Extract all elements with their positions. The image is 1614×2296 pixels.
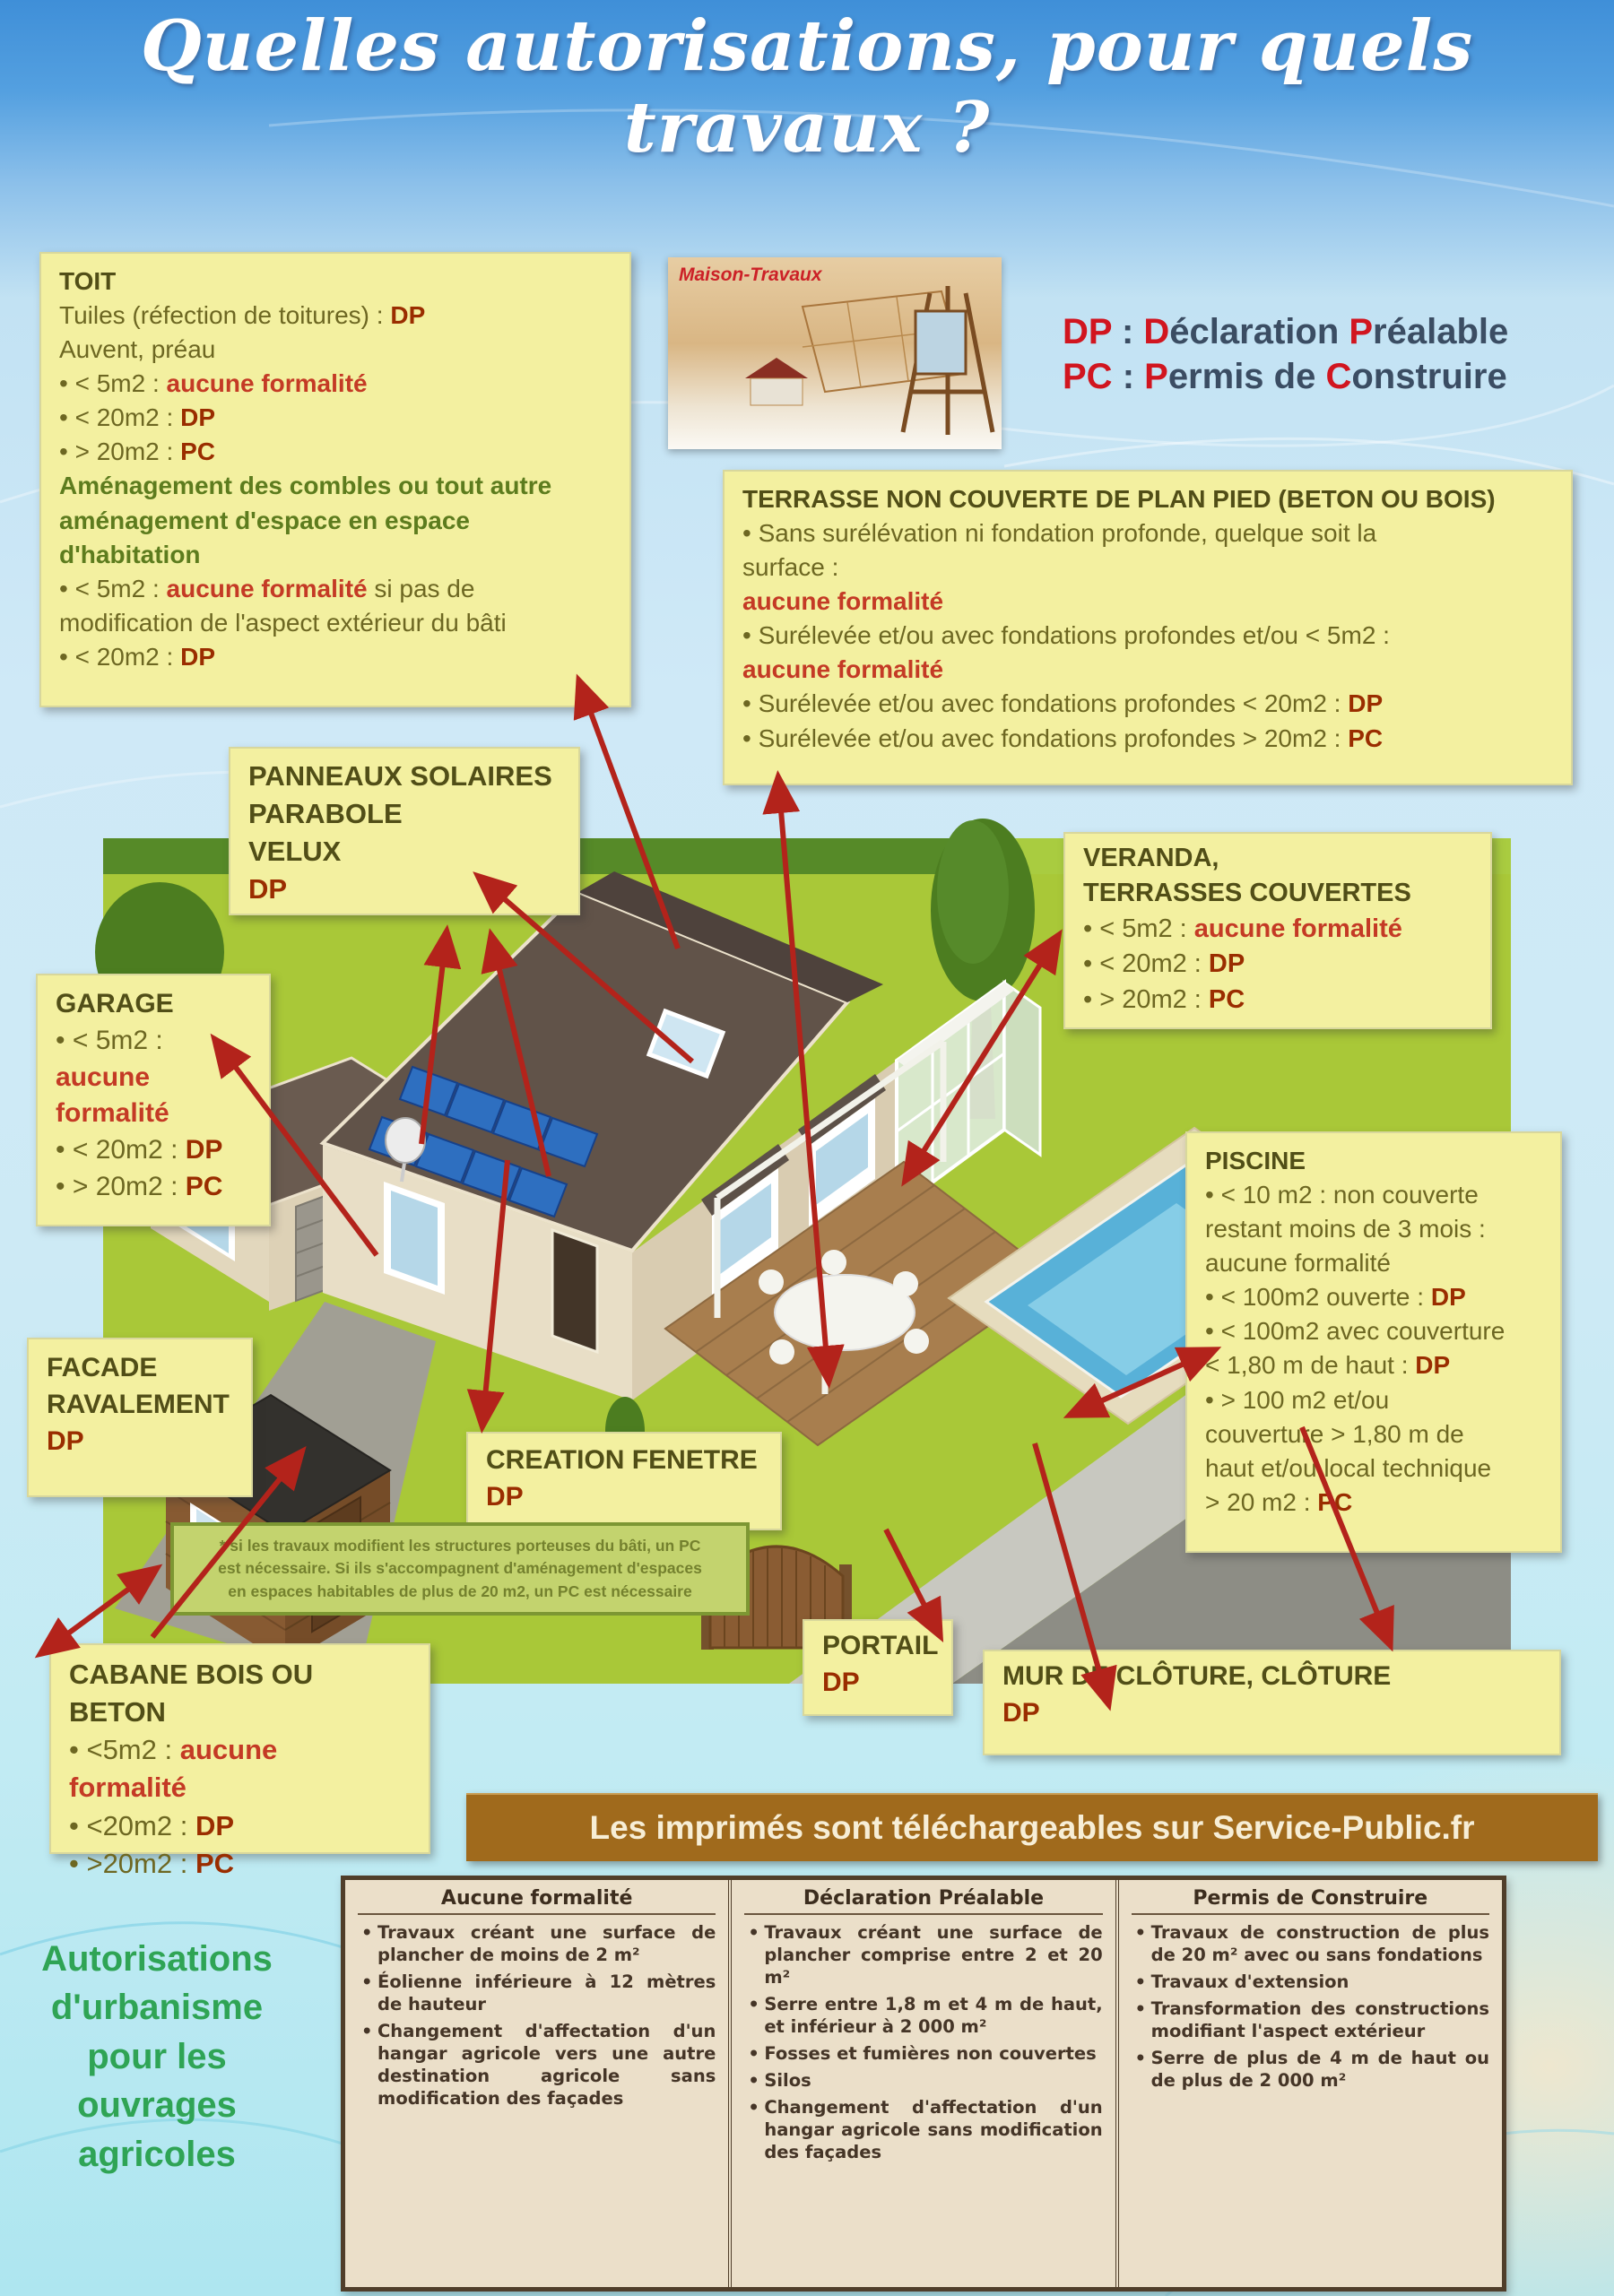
text-line [1205,1144,1542,1178]
text-segment: pour les [87,2036,227,2076]
text-segment: DP [1430,1283,1466,1312]
text-line [742,687,1553,721]
text-line [56,1132,251,1169]
text-line [185,1581,735,1603]
text-segment: • <5m2 : [69,1734,180,1766]
text-segment: • Surélevée et/ou avec fondations profondes et/ou < 5m2 : [742,621,1390,650]
text-segment: TERRASSE NON COUVERTE DE PLAN PIED (BETON OU BOIS) [742,485,1496,513]
maison-travaux-photo [668,257,1002,449]
text-line [822,1628,939,1665]
text-segment: est nécessaire. Si ils s'accompagnent d'aménagement d'espaces [218,1559,702,1578]
text-line [59,504,612,538]
text-segment: d'habitation [59,540,201,568]
text-line [1063,309,1508,354]
text-line [248,795,560,833]
table-header: Permis de Construire [1132,1887,1489,1915]
text-line [59,367,612,401]
text-segment: DP [185,1135,223,1165]
table-items [358,1922,716,2110]
callout-piscine [1185,1131,1562,1553]
text-segment: DP [180,403,215,432]
text-segment: DP [390,301,426,330]
text-segment: • < 20m2 : [59,403,181,432]
text-segment: restant moins de 3 mois : [1205,1215,1486,1243]
text-segment: DP [822,1667,860,1697]
text-segment: aucune formalité [166,369,368,398]
text-line [1205,1451,1542,1486]
text-line [1063,354,1508,399]
text-segment: PC [1063,357,1113,396]
text-line [248,833,560,871]
table-items [1132,1922,1489,2092]
text-segment: PC [195,1847,235,1879]
callout-garage [36,974,271,1226]
agri-title [0,1935,314,2179]
text-segment: • > 100 m2 et/ou [1205,1385,1390,1414]
table-header: Aucune formalité [358,1887,716,1915]
text-line [59,401,612,435]
text-segment: • > 20m2 : [59,438,181,466]
text-line [69,1769,411,1806]
text-segment: * si les travaux modifient les structures porteuses du bâti, un PC [219,1537,701,1555]
text-segment: • Sans surélévation ni fondation profonde, quelque soit la [742,519,1377,548]
text-segment: • < 5m2 : [56,1025,163,1055]
text-segment: • < 5m2 : [59,369,167,398]
text-segment: : [1112,357,1145,396]
text-line [59,299,612,333]
text-line [47,1350,233,1387]
text-line [0,2032,314,2081]
text-line [1083,947,1472,982]
text-segment: MUR DE CLÔTURE, CLÔTURE [1002,1661,1392,1691]
text-segment: aucune formalité [166,574,368,602]
callout-creation-fenetre [466,1432,782,1530]
list-item: • Changement d'affectation d'un hangar agricole sans modification des façades [744,2097,1102,2164]
list-item: • Serre de plus de 4 m de haut ou de plus de 2 000 m² [1132,2048,1489,2092]
text-segment: PC [1348,723,1384,752]
list-item: • Silos [744,2070,1102,2092]
text-line [1083,912,1472,947]
table-items [744,1922,1102,2164]
text-segment: • >20m2 : [69,1847,195,1879]
text-segment: modification de l'aspect extérieur du bâti [59,608,507,637]
text-segment: DP [1063,312,1112,351]
text-segment: • < 100m2 avec couverture [1205,1317,1506,1346]
text-line [0,2081,314,2129]
list-item: • Travaux créant une surface de plancher comprise entre 2 et 20 m² [744,1922,1102,1989]
list-item: • Serre entre 1,8 m et 4 m de haut, et inférieur à 2 000 m² [744,1994,1102,2039]
text-segment: CABANE BOIS OU BETON [69,1659,314,1728]
text-line [47,1424,233,1460]
text-line [742,653,1553,687]
list-item: • Fosses et fumières non couvertes [744,2043,1102,2066]
text-segment: • < 20m2 : [56,1135,186,1165]
text-line [1205,1178,1542,1212]
text-line [69,1807,411,1845]
callout-terrasse [723,470,1573,785]
text-segment: • > 20m2 : [56,1171,186,1201]
text-segment: PC [1317,1487,1353,1516]
text-segment: PANNEAUX SOLAIRES [248,760,552,792]
text-segment: • < 10 m2 : non couverte [1205,1181,1479,1209]
list-item: • Changement d'affectation d'un hangar agricole vers une autre destination agricole sans modification des façades [358,2021,716,2110]
text-line [1083,841,1472,876]
table-column-declaration-prealable [728,1880,1115,2287]
text-line [0,2130,314,2179]
text-line [1205,1383,1542,1417]
text-segment: ermis de [1167,357,1326,396]
text-line [56,1169,251,1206]
text-line [59,606,612,640]
table-column-permis-de-construire [1115,1880,1502,2287]
text-segment: C [1325,357,1352,396]
table-header: Déclaration Préalable [744,1887,1102,1915]
text-segment: formalité [56,1098,169,1129]
text-segment: • < 20m2 : [1083,949,1209,979]
list-item: • Transformation des constructions modifiant l'aspect extérieur [1132,1998,1489,2043]
text-segment: ouvrages [77,2085,237,2126]
text-line [742,619,1553,653]
text-line [56,1060,251,1096]
text-segment: TERRASSES COUVERTES [1083,879,1411,908]
text-segment: PORTAIL [822,1631,939,1660]
text-line [59,333,612,367]
callout-mur-cloture [983,1650,1561,1755]
text-line [1205,1486,1542,1520]
text-line [1205,1348,1542,1382]
text-segment: • Surélevée et/ou avec fondations profondes < 20m2 : [742,689,1349,718]
text-segment: : [1111,312,1144,351]
text-line [742,516,1553,550]
footnote [170,1522,750,1616]
text-segment: Tuiles (réfection de toitures) : [59,301,391,330]
text-line [185,1557,735,1580]
text-line [1205,1280,1542,1314]
text-segment: aucune formalité [1193,914,1402,943]
text-segment: • > 20m2 : [1083,984,1209,1014]
text-segment: VELUX [248,836,342,868]
text-segment: DP [195,1809,235,1841]
text-line [56,986,251,1023]
text-segment: aucune [179,1734,278,1766]
callout-veranda [1063,832,1492,1029]
download-banner: Les imprimés sont téléchargeables sur Service-Public.fr [466,1793,1598,1861]
text-segment: agricoles [78,2134,236,2174]
text-segment: aucune formalité [1205,1249,1392,1278]
photo-sketch [668,257,1002,449]
text-segment: si pas de [367,574,475,602]
callout-cabane [49,1643,430,1879]
text-line [59,572,612,606]
text-line [1083,983,1472,1018]
text-segment: réalable [1373,312,1509,351]
page-title: Quelles autorisations, pour quels travaux ? [140,5,1474,169]
text-segment: formalité [69,1772,187,1804]
text-line [56,1023,251,1060]
text-segment: P [1144,357,1168,396]
text-segment: DP [1348,689,1384,718]
text-segment: • < 5m2 : [59,574,167,602]
text-line [1205,1417,1542,1451]
table-column-aucune-formalite [345,1880,728,2287]
text-segment: P [1349,312,1374,351]
text-line [69,1731,411,1769]
text-segment: aucune formalité [742,587,944,616]
text-segment: en espaces habitables de plus de 20 m2, un PC est nécessaire [228,1581,692,1600]
callout-portail [803,1619,953,1716]
text-segment: DP [1002,1697,1040,1728]
text-segment: DP [1415,1351,1451,1380]
text-segment: Auvent, préau [59,335,216,364]
text-segment: > 20 m2 : [1205,1487,1318,1516]
text-line [1002,1695,1541,1732]
text-line [486,1443,762,1479]
text-segment: éclaration [1169,312,1349,351]
text-line [248,871,560,908]
callout-panneaux-solaires [229,747,580,915]
text-segment: aménagement d'espace en espace [59,506,470,534]
text-segment: • < 5m2 : [1083,914,1194,943]
text-segment: PARABOLE [248,798,403,830]
text-segment: aucune [56,1061,151,1092]
text-segment: Autorisations [41,1939,273,1979]
text-line [1205,1246,1542,1280]
text-line [248,758,560,795]
maison-travaux-logo: Maison-Travaux [679,264,822,285]
text-segment: DP [248,873,288,905]
text-segment: CREATION FENETRE [486,1445,758,1475]
text-segment: d'urbanisme [50,1988,264,2028]
text-segment: DP [47,1425,84,1456]
text-line [742,722,1553,756]
text-segment: • < 20m2 : [59,642,181,671]
text-segment: surface : [742,553,839,582]
text-line [59,640,612,674]
text-line [0,1935,314,1983]
text-line [1205,1212,1542,1246]
text-line [742,482,1553,516]
text-segment: PC [1208,984,1245,1014]
text-line [486,1479,762,1516]
text-segment: PC [185,1171,223,1201]
text-segment: < 1,80 m de haut : [1205,1351,1416,1380]
text-line [742,550,1553,585]
text-segment: RAVALEMENT [47,1389,230,1419]
text-segment: PC [180,438,215,466]
text-segment: DP [486,1481,524,1512]
text-line [0,1983,314,2032]
text-segment: VERANDA, [1083,844,1219,872]
text-line [59,469,612,503]
text-segment: D [1143,312,1170,351]
text-line [1002,1659,1541,1695]
text-segment: • <20m2 : [69,1809,195,1841]
text-segment: • < 100m2 ouverte : [1205,1283,1431,1312]
text-segment: DP [1208,949,1245,979]
list-item: • Travaux d'extension [1132,1971,1489,1994]
text-line [69,1656,411,1731]
text-line [47,1387,233,1424]
text-segment: FACADE [47,1353,158,1382]
list-item: • Éolienne inférieure à 12 mètres de hauteur [358,1971,716,2016]
front-door [552,1230,597,1352]
list-item: • Travaux de construction de plus de 20 m² avec ou sans fondations [1132,1922,1489,1967]
text-segment: Aménagement des combles ou tout autre [59,472,552,500]
callout-facade [27,1338,253,1497]
text-segment: TOIT [59,267,117,295]
text-segment: haut et/ou local technique [1205,1453,1492,1482]
text-line [1205,1314,1542,1348]
text-line [742,585,1553,619]
text-segment: onstruire [1351,357,1507,396]
text-line [1083,876,1472,911]
text-segment: GARAGE [56,989,174,1018]
legend [1063,309,1508,399]
text-segment: DP [180,642,215,671]
callout-toit [39,252,631,707]
text-line [56,1096,251,1132]
text-segment: aucune formalité [742,655,944,684]
text-segment: couverture > 1,80 m de [1205,1419,1464,1448]
text-line [59,435,612,469]
text-line [822,1665,933,1702]
text-segment: PISCINE [1205,1147,1306,1174]
text-segment: • Surélevée et/ou avec fondations profondes > 20m2 : [742,723,1349,752]
permits-table [341,1876,1506,2292]
list-item: • Travaux créant une surface de plancher de moins de 2 m² [358,1922,716,1967]
text-line [185,1535,735,1557]
text-line [59,264,612,299]
text-line [59,538,612,572]
